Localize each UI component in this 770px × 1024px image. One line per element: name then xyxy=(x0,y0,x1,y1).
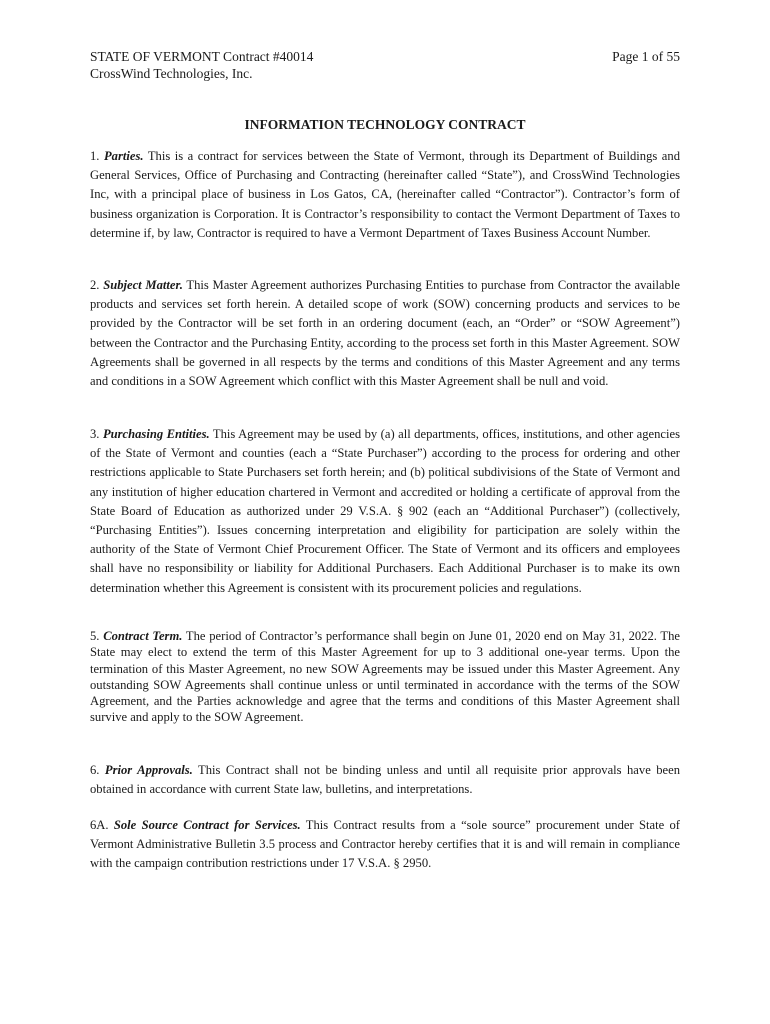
document-title: INFORMATION TECHNOLOGY CONTRACT xyxy=(244,117,526,132)
section-text: This Contract shall not be binding unless and until all requisite prior approvals have been obtained in accordance with current State law, bulletins, and interpretations. xyxy=(90,763,681,797)
section-heading: Parties. xyxy=(103,149,144,163)
company-name-line: CrossWind Technologies, Inc. xyxy=(90,66,253,81)
section-heading: Purchasing Entities. xyxy=(102,427,210,441)
section-number: 2. xyxy=(90,278,100,292)
section-number: 1. xyxy=(90,149,100,163)
section-text: This Contract results from a “sole source” procurement under State of Vermont Administrative Bulletin 3.5 process and Contractor hereby certifies that it is and will remain in compliance with the campaign contribution restrictions under 17 V.S.A. § 2950. xyxy=(90,818,681,871)
section-number: 6A. xyxy=(90,818,109,832)
document-header-left xyxy=(90,48,313,82)
section-text: This Master Agreement authorizes Purchasing Entities to purchase from Contractor the available products and services set forth herein. A detailed scope of work (SOW) concerning products and services to be provided by the Contractor will be set forth in an ordering document (each, an “Order” or “SOW Agreement”) between the Contractor and the Purchasing Entity, according to the process set forth in this Master Agreement. SOW Agreements shall be governed in all respects by the terms and conditions of this Master Agreement and any terms and conditions in a SOW Agreement which conflict with this Master Agreement shall be null and void. xyxy=(90,278,680,389)
section-heading: Subject Matter. xyxy=(103,278,183,292)
section-heading: Contract Term. xyxy=(103,629,183,643)
section-sole-source xyxy=(90,816,680,874)
section-number: 5. xyxy=(90,629,100,643)
section-number: 3. xyxy=(90,427,100,441)
section-text: This is a contract for services between the State of Vermont, through its Department of Buildings and General Services, Office of Purchasing and Contracting (hereinafter called “State”), and CrossWind Technologies Inc, with a principal place of business in Los Gatos, CA, (hereinafter called “Contractor”). Contractor’s form of business organization is Corporation. It is Contractor’s responsibility to contact the Vermont Department of Taxes to determine if, by law, Contractor is required to have a Vermont Department of Taxes Business Account Number. xyxy=(90,149,680,240)
section-prior-approvals xyxy=(90,761,680,799)
section-number: 6. xyxy=(90,763,100,777)
section-contract-term xyxy=(90,628,680,726)
section-purchasing-entities xyxy=(90,425,680,598)
contract-number-line: STATE OF VERMONT Contract #40014 xyxy=(90,49,314,64)
section-text: The period of Contractor’s performance shall begin on June 01, 2020 end on May 31, 2022. The State may elect to extend the term of this Master Agreement for up to 3 additional one-year terms. Upon the termination of this Master Agreement, no new SOW Agreements may be issued under this Master Agreement. Any outstanding SOW Agreements shall continue unless or until terminated in accordance with the terms of the SOW Agreement, and the Parties acknowledge and agree that the terms and conditions of this Master Agreement shall survive and apply to the SOW Agreement. xyxy=(90,629,681,725)
section-text: This Agreement may be used by (a) all departments, offices, institutions, and other agencies of the State of Vermont and counties (each a “State Purchaser”) according to the process for ordering and other restrictions applicable to State Purchasers set forth herein; and (b) political subdivisions of the State of Vermont and any institution of higher education chartered in Vermont and accredited or holding a certificate of approval from the State Board of Education as authorized under 29 V.S.A. § 902 (each an “Additional Purchaser”) (collectively, “Purchasing Entities”). Issues concerning interpretation and eligibility for participation are solely within the authority of the State of Vermont Chief Procurement Officer. The State of Vermont and its officers and employees shall have no responsibility or liability for Additional Purchasers. Each Additional Purchaser is to make its own determination whether this Agreement is consistent with its procurement policies and regulations. xyxy=(90,427,680,595)
section-subject-matter xyxy=(90,276,680,391)
page-number-label: Page 1 of 55 xyxy=(612,49,680,64)
section-parties xyxy=(90,147,680,243)
section-heading: Prior Approvals. xyxy=(104,763,193,777)
section-heading: Sole Source Contract for Services. xyxy=(113,818,301,832)
